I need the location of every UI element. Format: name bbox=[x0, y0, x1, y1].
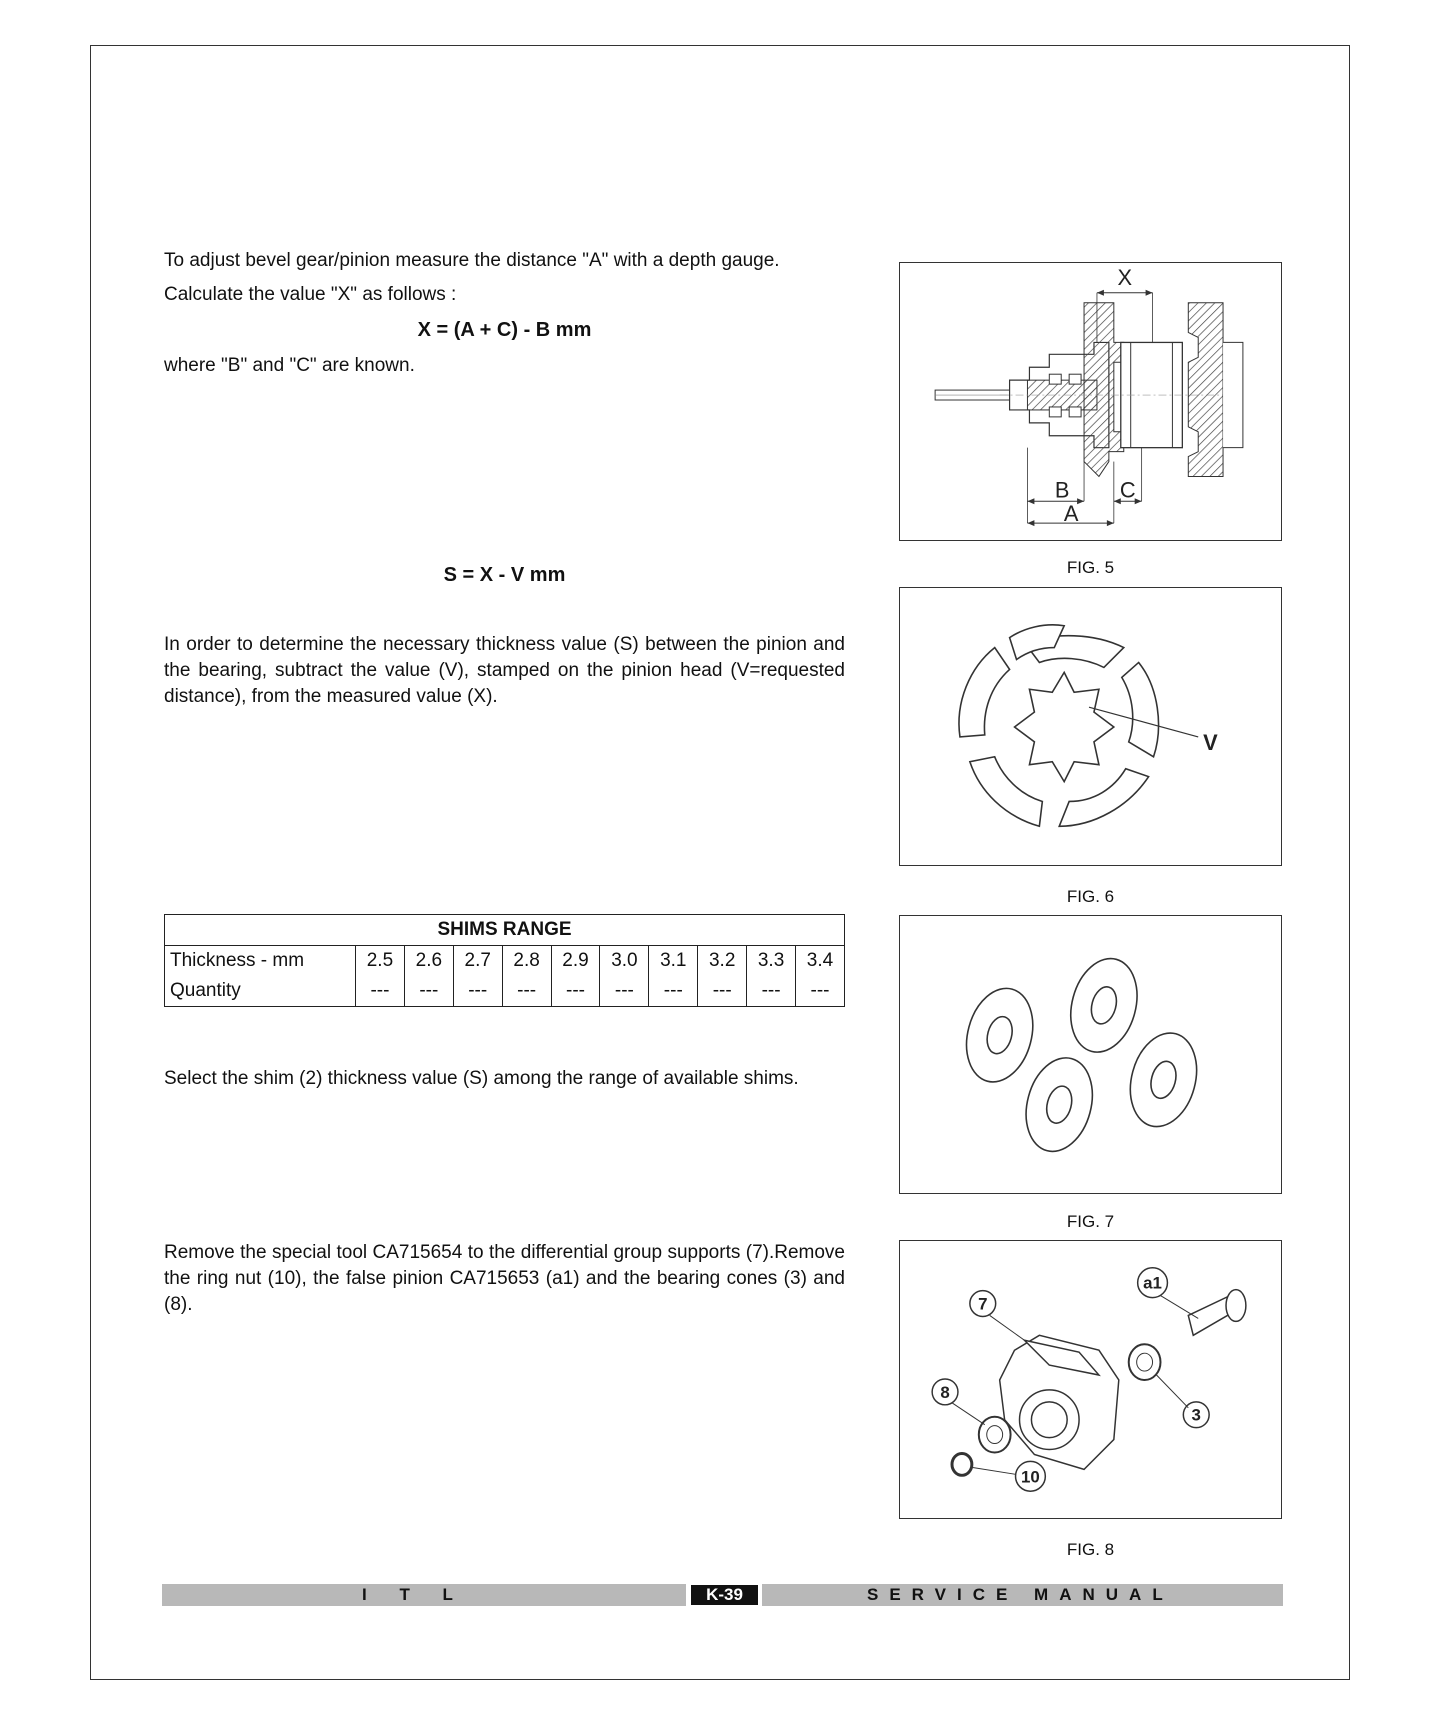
footer-brand: I T L bbox=[362, 1585, 467, 1604]
figure-6-pinion-head bbox=[899, 587, 1282, 866]
formula-s: S = X - V mm bbox=[443, 564, 566, 586]
thickness-cell: 3.3 bbox=[747, 946, 796, 977]
figure-7-shims bbox=[899, 915, 1282, 1194]
thickness-cell: 2.9 bbox=[551, 946, 600, 977]
figure-5-depth-gauge-diagram bbox=[899, 262, 1282, 541]
figure-8-caption: FIG. 8 bbox=[1066, 1540, 1115, 1559]
quantity-cell: --- bbox=[356, 976, 405, 1007]
thickness-cell: 2.7 bbox=[453, 946, 502, 977]
thickness-cell: 2.5 bbox=[356, 946, 405, 977]
paragraph-remove-tool: Remove the special tool CA715654 to the differential group supports (7).Remove the ring nut (10), the false pinion CA715653 (a1) and the bearing cones (3) and (8). bbox=[164, 1242, 845, 1315]
paragraph-select-shim: Select the shim (2) thickness value (S) among the range of available shims. bbox=[164, 1068, 799, 1089]
fig8-label-10: 10 bbox=[1021, 1467, 1040, 1487]
thickness-cell: 3.4 bbox=[796, 946, 845, 977]
page-footer bbox=[162, 1584, 1283, 1606]
fig8-label-3: 3 bbox=[1191, 1405, 1201, 1425]
figure-5-caption: FIG. 5 bbox=[1066, 558, 1115, 577]
paragraph-depth-gauge: To adjust bevel gear/pinion measure the distance "A" with a depth gauge. bbox=[164, 250, 780, 271]
fig8-label-7: 7 bbox=[978, 1294, 988, 1314]
fig8-label-8: 8 bbox=[940, 1382, 950, 1402]
footer-service-manual: SERVICE MANUAL bbox=[867, 1585, 1174, 1604]
page-number: K-39 bbox=[691, 1585, 758, 1605]
thickness-cell: 2.6 bbox=[404, 946, 453, 977]
quantity-cell: --- bbox=[502, 976, 551, 1007]
table-row-quantity bbox=[165, 976, 845, 1007]
quantity-cell: --- bbox=[404, 976, 453, 1007]
fig5-label-x: X bbox=[1117, 264, 1133, 290]
fig5-label-b: B bbox=[1054, 477, 1070, 503]
shims-range-table bbox=[164, 914, 845, 1007]
footer-right-bar bbox=[762, 1584, 1283, 1606]
thickness-cell: 3.2 bbox=[698, 946, 747, 977]
thickness-cell: 3.1 bbox=[649, 946, 698, 977]
fig5-label-c: C bbox=[1119, 477, 1136, 503]
row-label-quantity: Quantity bbox=[165, 976, 356, 1007]
quantity-cell: --- bbox=[453, 976, 502, 1007]
quantity-cell: --- bbox=[796, 976, 845, 1007]
quantity-cell: --- bbox=[649, 976, 698, 1007]
fig5-label-a: A bbox=[1063, 501, 1079, 527]
quantity-cell: --- bbox=[747, 976, 796, 1007]
footer-left-bar bbox=[162, 1584, 686, 1606]
thickness-cell: 2.8 bbox=[502, 946, 551, 977]
shims-table-title: SHIMS RANGE bbox=[165, 915, 845, 946]
figure-7-caption: FIG. 7 bbox=[1066, 1212, 1115, 1231]
row-label-thickness: Thickness - mm bbox=[165, 946, 356, 977]
paragraph-b-c-known: where "B" and "C" are known. bbox=[164, 355, 415, 376]
paragraph-thickness-s: In order to determine the necessary thickness value (S) between the pinion and the bearing, subtract the value (V), stamped on the pinion head (V=requested distance), from the measured value (X). bbox=[164, 634, 845, 707]
fig6-label-v: V bbox=[1203, 729, 1218, 755]
figure-6-caption: FIG. 6 bbox=[1066, 887, 1115, 906]
quantity-cell: --- bbox=[551, 976, 600, 1007]
figure-8-differential-support bbox=[899, 1240, 1282, 1519]
table-row-thickness bbox=[165, 946, 845, 977]
paragraph-calculate-x: Calculate the value "X" as follows : bbox=[164, 284, 457, 305]
quantity-cell: --- bbox=[600, 976, 649, 1007]
formula-x: X = (A + C) - B mm bbox=[417, 319, 592, 341]
quantity-cell: --- bbox=[698, 976, 747, 1007]
fig8-label-a1: a1 bbox=[1143, 1273, 1162, 1293]
thickness-cell: 3.0 bbox=[600, 946, 649, 977]
